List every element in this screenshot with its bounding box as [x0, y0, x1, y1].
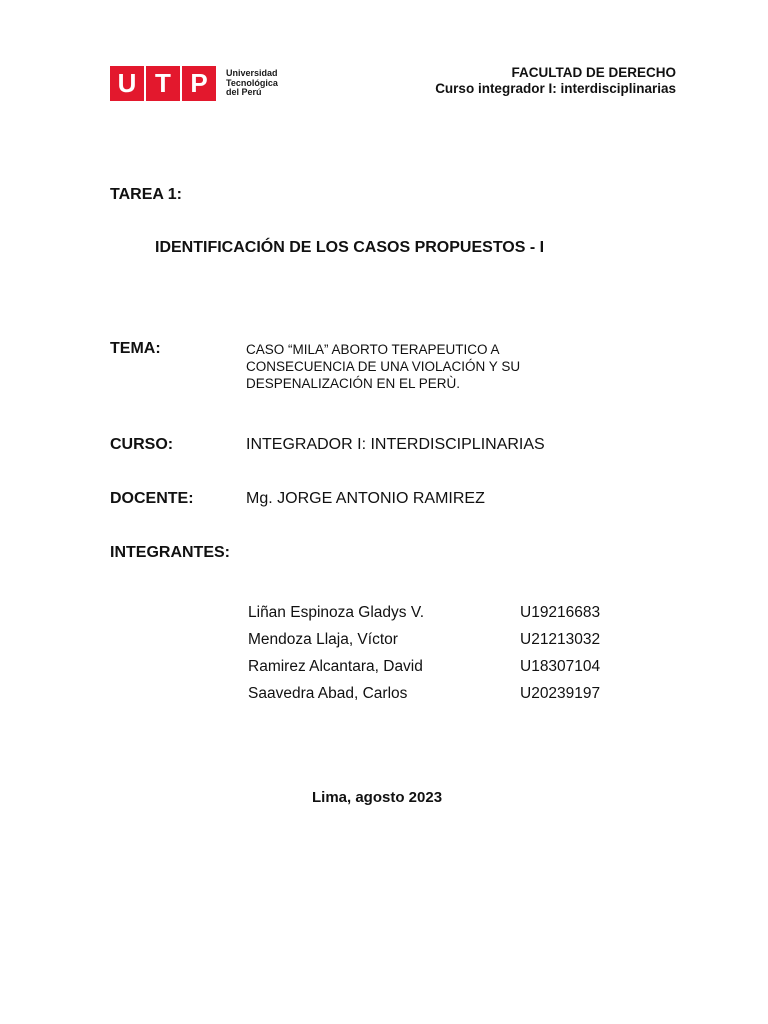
list-item [248, 599, 628, 626]
document-title: IDENTIFICACIÓN DE LOS CASOS PROPUESTOS - I [155, 239, 545, 256]
integrantes-label: INTEGRANTES: [110, 544, 230, 561]
tema-label: TEMA: [110, 340, 161, 357]
task-label: TAREA 1: [110, 186, 182, 203]
list-item [248, 680, 628, 707]
tema-line-3: DESPENALIZACIÓN EN EL PERÙ. [246, 376, 461, 391]
curso-label: CURSO: [110, 436, 174, 453]
docente-label: DOCENTE: [110, 490, 194, 507]
member-name: Saavedra Abad, Carlos [248, 684, 408, 702]
docente-value: Mg. JORGE ANTONIO RAMIREZ [246, 490, 485, 507]
member-name: Ramirez Alcantara, David [248, 657, 423, 675]
tema-line-2: CONSECUENCIA DE UNA VIOLACIÓN Y SU [246, 359, 521, 374]
list-item [248, 626, 628, 653]
logo-line-2: Tecnológica [226, 77, 278, 88]
member-code: U19216683 [520, 603, 601, 621]
utp-logo [110, 66, 278, 101]
logo-letter-p: P [182, 66, 216, 101]
members-list [248, 599, 628, 707]
faculty-name: FACULTAD DE DERECHO [511, 65, 676, 80]
tema-line-1: CASO “MILA” ABORTO TERAPEUTICO A [246, 342, 500, 357]
logo-line-3: del Perú [226, 87, 262, 98]
member-name: Liñan Espinoza Gladys V. [248, 603, 425, 621]
tema-value [246, 341, 606, 392]
curso-value: INTEGRADOR I: INTERDISCIPLINARIAS [246, 436, 545, 453]
member-code: U21213032 [520, 630, 601, 648]
place-date: Lima, agosto 2023 [312, 789, 443, 806]
header-right [435, 65, 676, 97]
logo-letter-u: U [110, 66, 144, 101]
member-code: U18307104 [520, 657, 601, 675]
logo-text [226, 69, 278, 98]
course-name: Curso integrador I: interdisciplinarias [435, 81, 676, 96]
logo-line-1: Universidad [226, 68, 278, 79]
member-name: Mendoza Llaja, Víctor [248, 630, 398, 648]
list-item [248, 653, 628, 680]
logo-letter-t: T [146, 66, 180, 101]
member-code: U20239197 [520, 684, 601, 702]
